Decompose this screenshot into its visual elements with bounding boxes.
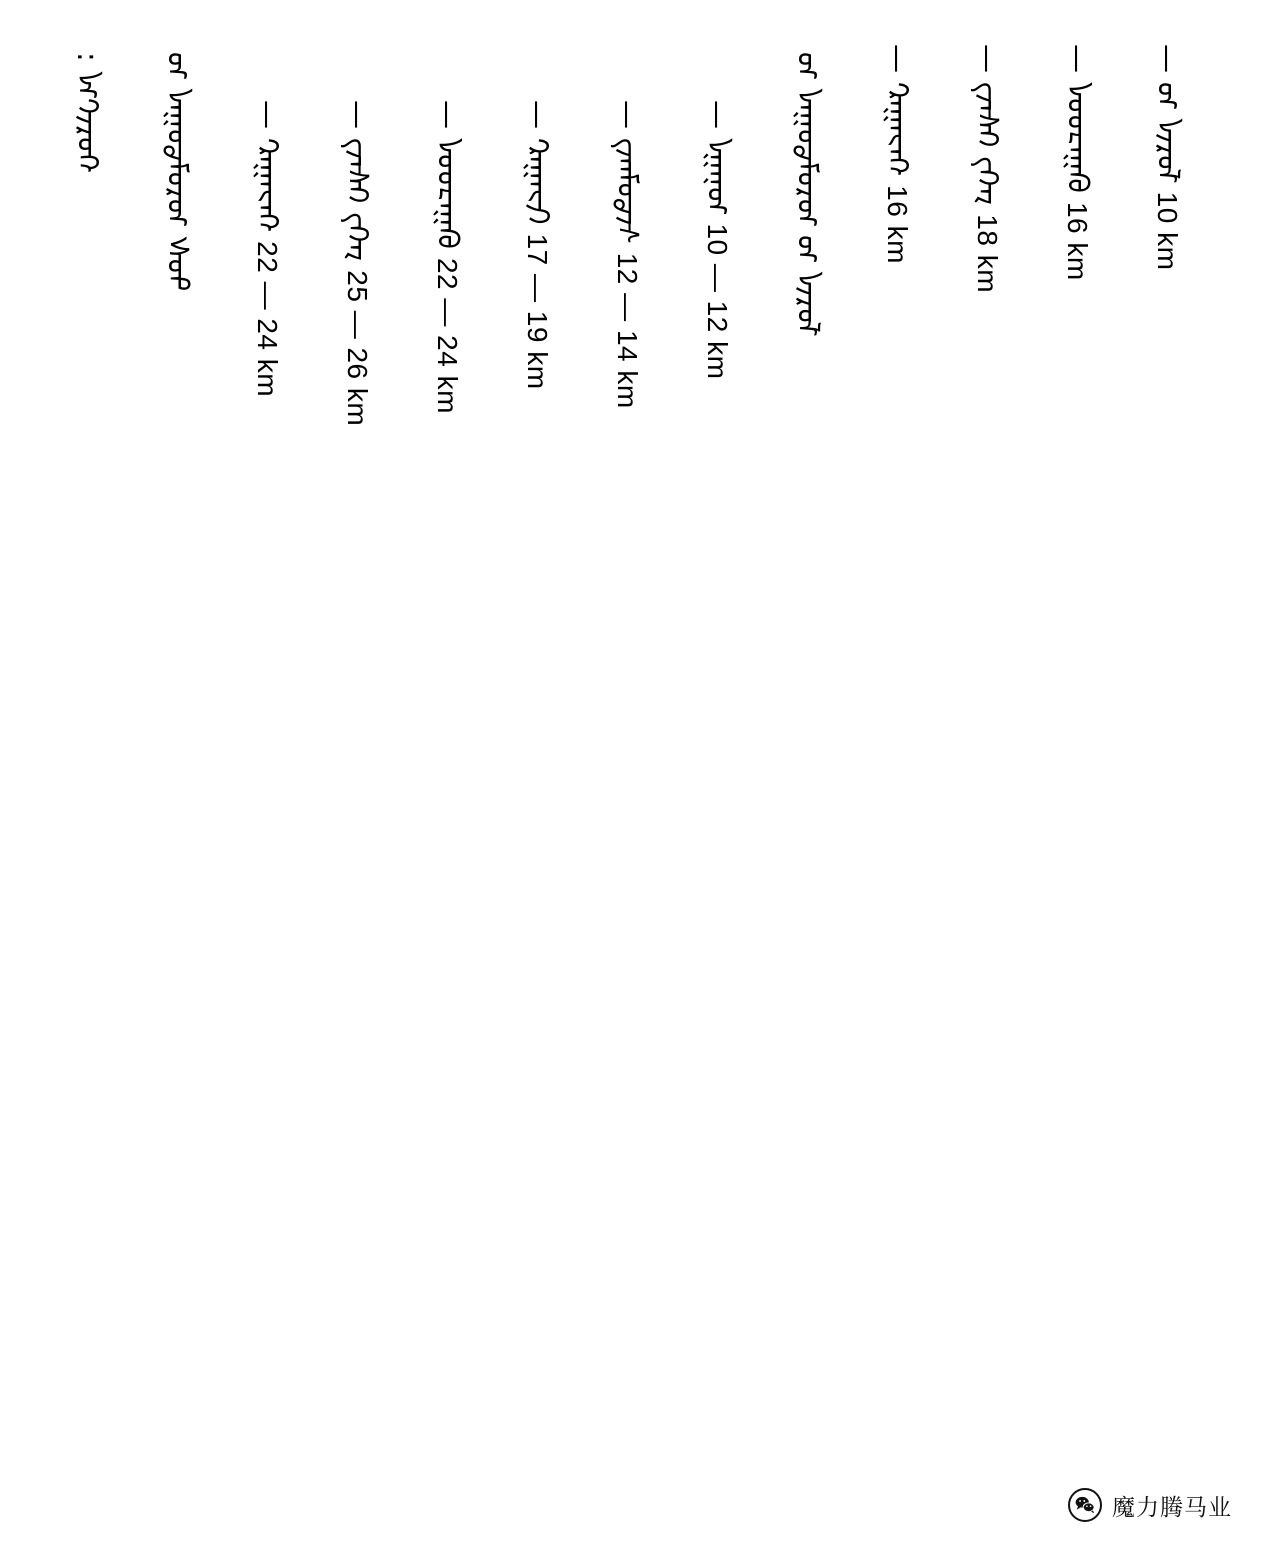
line-value: 18 km bbox=[972, 214, 1003, 294]
line-value: 16 km bbox=[1062, 201, 1093, 281]
text-line bbox=[431, 100, 465, 414]
line-script: ᠬᠢᠵᠠᠭᠠᠷ bbox=[521, 137, 555, 224]
line-bullet: — bbox=[611, 100, 645, 130]
text-line bbox=[971, 44, 1005, 294]
line-bullet: — bbox=[971, 44, 1005, 74]
line-value: 10 km bbox=[1152, 191, 1183, 271]
text-line bbox=[341, 100, 375, 427]
text-line bbox=[161, 44, 195, 292]
text-line bbox=[611, 100, 645, 409]
line-bullet: — bbox=[1061, 44, 1095, 74]
line-bullet: — bbox=[521, 100, 555, 130]
text-line bbox=[71, 44, 105, 173]
line-value: 12 — 14 km bbox=[612, 252, 643, 409]
line-script: ᠮᠣᠷᠢᠨ ᠤ bbox=[1151, 81, 1185, 182]
line-script: ᠮᠣᠷᠢᠨ ᠤ ᠤᠷᠤᠯᠳᠤᠭᠠᠨ ᠤ bbox=[791, 52, 825, 336]
line-bullet: — bbox=[431, 100, 465, 130]
line-value: 16 km bbox=[882, 185, 913, 264]
line-value: 25 — 26 km bbox=[342, 270, 373, 427]
text-line-heading bbox=[791, 44, 825, 336]
line-script: ᠬᠠᠵᠠᠭᠠᠷ bbox=[881, 81, 915, 176]
text-line bbox=[1061, 44, 1095, 281]
line-script: ᠬᠤᠷᠢᠶ᠎ᠠ : bbox=[71, 52, 105, 173]
footer-account-label: 魔力腾马业 bbox=[1112, 1494, 1232, 1521]
line-bullet: — bbox=[251, 100, 285, 130]
line-bullet: — bbox=[881, 44, 915, 74]
line-value: 10 — 12 km bbox=[702, 223, 733, 380]
text-line bbox=[521, 100, 555, 390]
line-bullet: — bbox=[1151, 44, 1185, 74]
line-value: 22 — 24 km bbox=[432, 257, 463, 414]
text-line bbox=[251, 100, 285, 398]
wechat-icon bbox=[1068, 1488, 1102, 1522]
text-line bbox=[881, 44, 915, 264]
line-script: ᠪᠠᠭᠠᠴᠤᠳ bbox=[431, 137, 465, 249]
line-script: ᠲᠤᠰ ᠤᠷᠤᠯᠳᠤᠭᠠᠨ ᠤ bbox=[161, 52, 195, 292]
line-script: ᠶᠡᠬᠡ ᠬᠡᠰᠡᠭ bbox=[971, 81, 1005, 205]
line-bullet: — bbox=[701, 100, 735, 130]
line-value: 17 — 19 km bbox=[522, 233, 553, 390]
text-line bbox=[701, 100, 735, 380]
line-script: ᠤᠨᠠᠭᠠ bbox=[701, 137, 735, 214]
line-script: ᠰᠢᠳᠦᠯᠡᠩ bbox=[611, 137, 645, 244]
line-bullet: — bbox=[341, 100, 375, 130]
line-script: ᠬᠠᠵᠠᠭᠠᠷ bbox=[251, 137, 285, 232]
text-line bbox=[1151, 44, 1185, 271]
line-script: ᠪᠠᠭᠠᠴᠤᠳ bbox=[1061, 81, 1095, 193]
line-value: 22 — 24 km bbox=[252, 241, 283, 398]
line-script: ᠶᠡᠬᠡ ᠬᠡᠰᠡᠭ bbox=[341, 137, 375, 261]
footer-account[interactable] bbox=[1068, 1488, 1232, 1522]
